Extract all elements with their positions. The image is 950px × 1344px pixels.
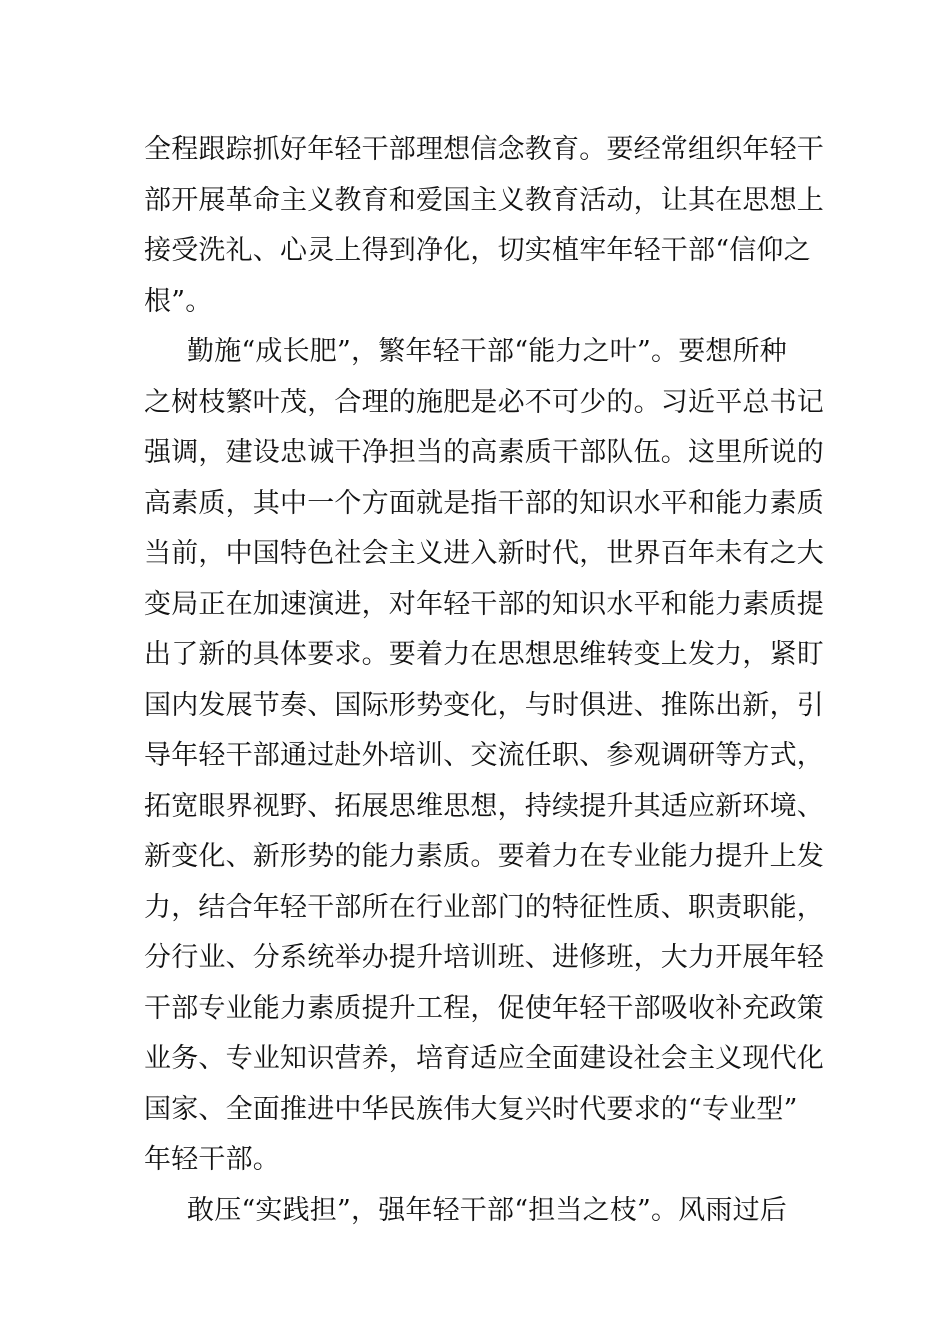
text-line: 高素质，其中一个方面就是指干部的知识水平和能力素质 xyxy=(144,487,824,519)
paragraph-start-line: 勤施“成长肥”，繁年轻干部“能力之叶”。要想所种 xyxy=(187,336,788,367)
text-line: 根”。 xyxy=(144,285,213,317)
text-line: 国家、全面推进中华民族伟大复兴时代要求的“专业型” xyxy=(144,1093,798,1125)
text-line: 当前，中国特色社会主义进入新时代，世界百年未有之大 xyxy=(144,538,824,569)
text-line: 年轻干部。 xyxy=(144,1144,280,1175)
text-line: 出了新的具体要求。要着力在思想思维转变上发力，紧盯 xyxy=(144,639,824,670)
text-line: 之树枝繁叶茂，合理的施肥是必不可少的。习近平总书记 xyxy=(144,386,824,418)
text-line: 业务、专业知识营养，培育适应全面建设社会主义现代化 xyxy=(144,1043,824,1074)
paragraph-start-line: 敢压“实践担”，强年轻干部“担当之枝”。风雨过后 xyxy=(187,1194,788,1226)
text-line: 部开展革命主义教育和爱国主义教育活动，让其在思想上 xyxy=(144,184,824,216)
text-line: 导年轻干部通过赴外培训、交流任职、参观调研等方式， xyxy=(144,740,824,771)
text-line: 国内发展节奏、国际形势变化，与时俱进、推陈出新，引 xyxy=(144,689,824,721)
text-line: 强调，建设忠诚干净担当的高素质干部队伍。这里所说的 xyxy=(144,437,824,468)
text-line: 变局正在加速演进，对年轻干部的知识水平和能力素质提 xyxy=(144,588,824,620)
text-line: 分行业、分系统举办提升培训班、进修班，大力开展年轻 xyxy=(144,942,824,973)
text-line: 全程跟踪抓好年轻干部理想信念教育。要经常组织年轻干 xyxy=(144,134,824,165)
text-line: 拓宽眼界视野、拓展思维思想，持续提升其适应新环境、 xyxy=(144,790,824,822)
text-line: 新变化、新形势的能力素质。要着力在专业能力提升上发 xyxy=(144,841,824,872)
text-line: 接受洗礼、心灵上得到净化，切实植牢年轻干部“信仰之 xyxy=(144,235,811,266)
text-line: 干部专业能力素质提升工程，促使年轻干部吸收补充政策 xyxy=(144,992,824,1024)
body-text xyxy=(144,125,824,1236)
text-line: 力，结合年轻干部所在行业部门的特征性质、职责职能， xyxy=(144,891,824,923)
